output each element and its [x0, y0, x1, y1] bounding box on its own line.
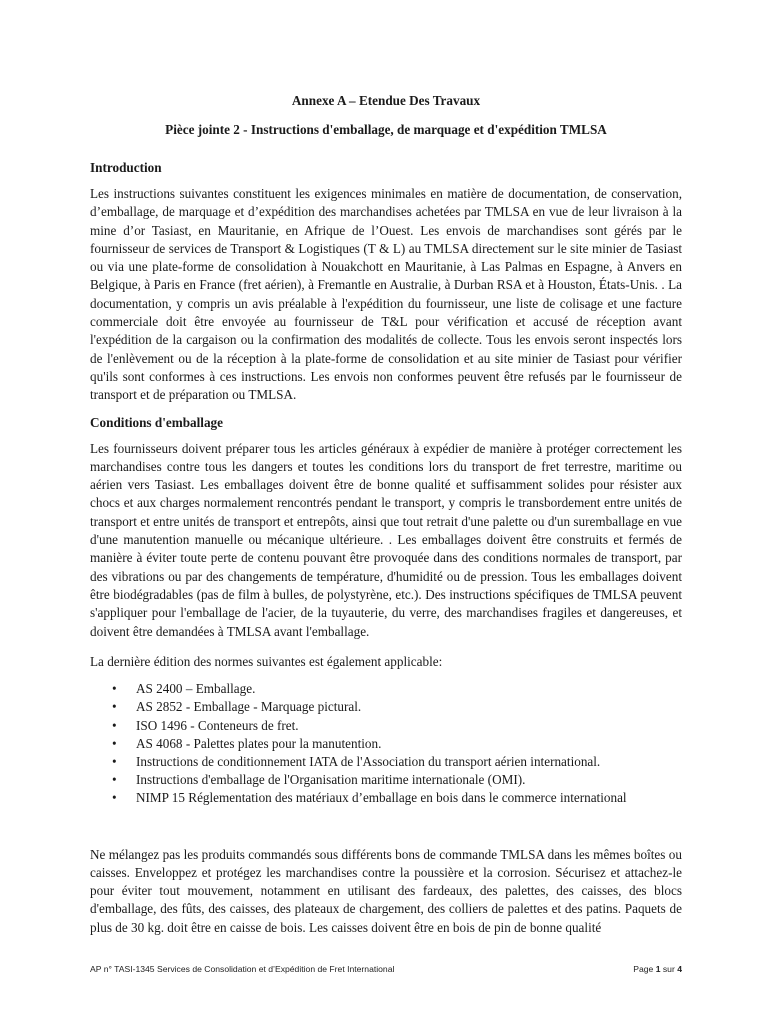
normes-intro: La dernière édition des normes suivantes est également applicable:	[90, 653, 443, 669]
document-title: Annexe A – Etendue Des Travaux	[291, 93, 481, 108]
bullet-icon: •	[112, 681, 117, 697]
normes-list-item	[90, 680, 682, 698]
normes-list-item	[90, 717, 682, 735]
introduction-paragraph: Les instructions suivantes constituent les exigences minimales en matière de documentation, de conservation, d’emballage, de marquage et d’expédition des marchandises achetées par TMLSA en vue de leur livraison à la mine d’or Tasiast, en Mauritanie, en Afrique de l’Ouest. Les envois de marchandises sont gérés par le fournisseur de services de Transport & Logistiques (T & L) au TMLSA directement sur le site minier de Tasiast ou via une plate-forme de consolidation à Nouakchott en Mauritanie, à Las Palmas en Espagne, à Anvers en Belgique, à Paris en France (fret aérien), à Fremantle en Australie, à Durban RSA et à Houston, États-Unis. . La documentation, y compris un avis préalable à l'expédition du fournisseur, une liste de colisage et une facture commerciale doit être envoyée au fournisseur de T&L pour vérification et accusé de réception avant l'expédition de la cargaison ou la confirmation des modalités de collecte. Tous les envois seront inspectés lors de l'enlèvement ou de la réception à la plate-forme de consolidation et au site minier de Tasiast pour vérifier qu'ils sont conformes à ces instructions. Les envois non conformes peuvent être refusés par le fournisseur de transport et de préparation ou TMLSA.	[90, 186, 682, 403]
conditions-paragraph: Les fournisseurs doivent préparer tous les articles généraux à expédier de manière à protéger correctement les marchandises contre tous les dangers et toutes les conditions lors du transport de fret terrestre, maritime ou aérien vers Tasiast. Les emballages doivent être de bonne qualité et suffisamment solides pour résister aux chocs et aux charges normalement rencontrés pendant le transport, y compris le transbordement entre unités de transport et entre unités de transport et entrepôts, ainsi que tout retrait d'une palette ou d'un suremballage en vue d'une manutention manuelle ou mécanique ultérieure. . Les emballages doivent être construits et fermés de manière à éviter toute perte de contenu pouvant être provoquée dans des conditions normales de transport, par des vibrations ou par des changements de température, d'humidité ou de pression. Tous les emballages doivent être biodégradables (pas de film à bulles, de polystyrène, etc.). Des instructions spécifiques de TMLSA peuvent s'appliquer pour l'emballage de l'acier, de la tuyauterie, du verre, des marchandises fragiles et dangereuses, et doivent être demandées à TMLSA avant l'emballage.	[90, 440, 682, 639]
introduction-heading: Introduction	[90, 160, 162, 175]
bullet-icon: •	[112, 753, 117, 769]
page-footer	[90, 964, 682, 974]
normes-list-item	[90, 753, 682, 771]
normes-item-text: AS 2852 - Emballage - Marquage pictural.	[136, 699, 362, 715]
document-subtitle: Pièce jointe 2 - Instructions d'emballage, de marquage et d'expédition TMLSA	[165, 122, 607, 137]
normes-list-item	[90, 789, 682, 807]
page-separator: sur	[660, 964, 678, 974]
normes-list	[90, 680, 682, 807]
bullet-icon: •	[112, 699, 117, 715]
normes-item-text: Instructions d'emballage de l'Organisation maritime internationale (OMI).	[136, 772, 526, 788]
normes-item-text: ISO 1496 - Conteneurs de fret.	[136, 717, 299, 733]
page-prefix: Page	[633, 964, 656, 974]
normes-list-item	[90, 771, 682, 789]
normes-list-item	[90, 735, 682, 753]
normes-item-text: AS 2400 – Emballage.	[136, 681, 256, 697]
page-number	[633, 964, 682, 974]
closing-paragraph: Ne mélangez pas les produits commandés sous différents bons de commande TMLSA dans les mêmes boîtes ou caisses. Enveloppez et protégez les marchandises contre la poussière et la corrosion. Sécurisez et attachez-le pour éviter tout mouvement, notamment en utilisant des fardeaux, des palettes, des caisses, des blocs d'emballage, des fûts, des caisses, des plateaux de chargement, des colliers de palettes et des patins. Paquets de plus de 30 kg. doit être en caisse de bois. Les caisses doivent être en bois de pin de bonne qualité	[90, 846, 682, 935]
document-body	[90, 92, 682, 937]
footer-reference: AP n° TASI-1345 Services de Consolidation et d’Expédition de Fret International	[90, 964, 395, 974]
bullet-icon: •	[112, 717, 117, 733]
bullet-icon: •	[112, 735, 117, 751]
normes-list-item	[90, 698, 682, 716]
normes-item-text: AS 4068 - Palettes plates pour la manutention.	[136, 735, 382, 751]
bullet-icon: •	[112, 772, 117, 788]
page-current: 1	[655, 964, 661, 974]
normes-item-text: NIMP 15 Réglementation des matériaux d’emballage en bois dans le commerce international	[136, 790, 627, 806]
normes-item-text: Instructions de conditionnement IATA de l'Association du transport aérien international.	[136, 753, 601, 769]
bullet-icon: •	[112, 790, 117, 806]
page-total: 4	[677, 964, 682, 974]
conditions-heading: Conditions d'emballage	[90, 414, 223, 430]
